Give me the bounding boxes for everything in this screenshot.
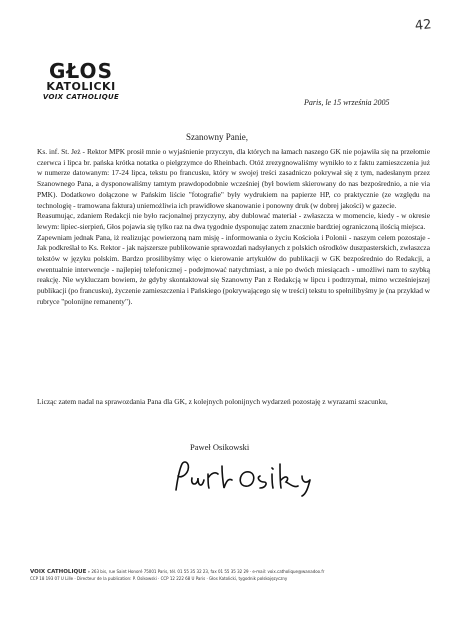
newspaper-logo	[26, 59, 136, 101]
handwritten-signature	[168, 456, 328, 500]
dateline: Paris, le 15 września 2005	[304, 98, 390, 107]
body-paragraph-3: Zapewniam jednak Pana, iż realizując powierzoną nam misję - informowania o życiu Kościoła i Polonii - naszym celem pozostaje - Jak podkreślał to Ks. Rektor - jak najszersze publikowanie sprawozdań nadsyłanych z polskich ośrodków duszpasterskich, zwłaszcza tekstów w języku polskim. Bardzo prosilibyśmy więc o kierowanie artykułów do publikacji w GK bezpośrednio do Redakcji, a ewentualnie interwencje - najlepiej telefonicznej - podejmować natychmiast, a nie po dwóch miesiącach - umożliwi nam to szybką reakcję. Nie wykluczam bowiem, że gdyby skontaktował się Szanowny Pan z Redakcją w lipcu i podtrzymał, mimo wcześniejszej publikacji (po francusku), życzenie zamieszczenia i Pańskiego (pokrywającego się w treści) tekstu to spełnilibyśmy je (na przykład w rubryce "polonijne remanenty").	[37, 232, 430, 306]
footer-address: » 263 bis, rue Saint Honoré 75001 Paris, tél. 01 55 35 32 23, fax 01 55 35 32 29 · e-mail: voix.catholique@wanadoo.fr	[87, 569, 325, 574]
handwritten-page-number: 42	[414, 17, 433, 34]
body-paragraph-2: Reasumując, zdaniem Redakcji nie było racjonalnej przyczyny, aby dublować materiał - zwłaszcza w momencie, kiedy - w okresie lewym: lipiec-sierpień, Głos pojawia się tylko raz na dwa tygodnie dysponując zatem znacznie bardziej ograniczoną ilością miejsca.	[37, 211, 430, 231]
logo-subtitle: KATOLICKI	[46, 80, 116, 93]
footer-brand: VOIX CATHOLIQUE	[30, 569, 87, 575]
body-paragraph-1: Ks. inf. St. Jeż - Rektor MPK prosił mnie o wyjaśnienie przyczyn, dla których na łamach naszego GK nie pojawiła się na przełomie czerwca i lipca br. pańska krótka notatka o pielgrzymce do Rheinbach. Otóż zrezygnowaliśmy wynikło to z faktu zamieszczenia już w numerze datowanym: 17-24 lipca, tekstu po francusku, który w swojej treści zasadniczo pokrywał się z tym, nadesłanym przez Szanownego Pana, a dysponowaliśmy tamtym prawdopodobnie wcześniej (był bowiem skierowany do nas bezpośrednio, a nie via PMK). Dodatkowo dołączone w Pańskim liście "fotografie" były wydrukiem na papierze HP, co praktycznie (ze względu na technologię - tramowana faktura) uniemożliwia ich prawidłowe skanowanie i ponowny druk (w dobrej jakości) w gazecie.	[37, 147, 430, 210]
logo-main-text: GŁOS	[49, 59, 113, 83]
greeting: Szanowny Panie,	[186, 132, 248, 142]
footer-line-2: CCP 18 193 07 U Lille · Directeur de la publication: P. Osikowski · CCP 12 222 68 U Paris · Głos Katolicki, tygodnik polskojęzyczny	[30, 575, 288, 581]
signature-block	[190, 442, 249, 452]
logo-french-subtitle: VOIX CATHOLIQUE	[42, 93, 120, 101]
letterhead-footer	[30, 569, 430, 582]
closing-paragraph: Licząc zatem nadal na sprawozdania Pana dla GK, z kolejnych polonijnych wydarzeń pozostaję z wyrazami szacunku,	[37, 397, 388, 406]
signatory-name: Paweł Osikowski	[190, 442, 250, 452]
letter-body	[37, 147, 430, 308]
